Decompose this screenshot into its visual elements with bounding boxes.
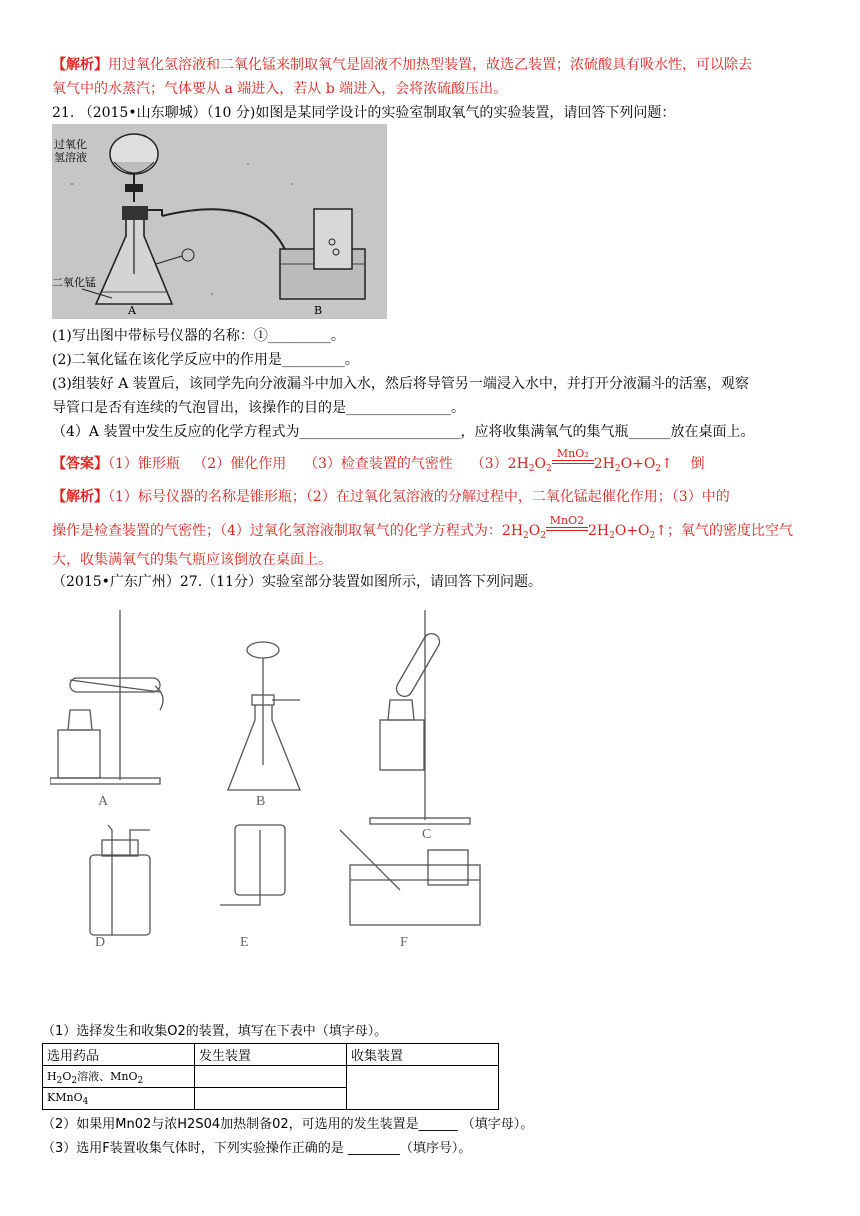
q21-sub1: (1)写出图中带标号仪器的名称：①_________。 [52, 328, 345, 344]
table-cell-collector[interactable] [347, 1066, 499, 1110]
q21-answer: 【答案】（1）锥形瓶 （2）催化作用 （3）检查装置的气密性 $(3)2H_2O_2$ MnO₂ $2H_2O+O_2↑$ 倒 [52, 447, 705, 474]
analysis-tag-2: 【解析】 [52, 489, 108, 505]
q27-sub2: （2）如果用Mn02与浓H2S04加热制备02，可选用的发生装置是______ （填字母）。 [42, 1117, 534, 1132]
table-cell-generator[interactable] [195, 1088, 347, 1110]
label-B: B [314, 304, 323, 317]
q27-sub3: （3）选用F装置收集气体时，下列实验操作正确的是 ________（填序号）。 [42, 1141, 472, 1156]
table-row [43, 1066, 499, 1088]
q21-analysis-line2: 操作是检查装置的气密性；（4）过氧化氢溶液制取氧气的化学方程式为：$2H_2O_2$ MnO2 $2H_2O+O_2↑$；氧气的密度比空气 [52, 514, 793, 541]
table-cell-generator[interactable] [195, 1066, 347, 1088]
label-peroxide-solution: 过氧化氢溶液 [54, 138, 87, 164]
table-header-cell: 选用药品 [43, 1044, 195, 1066]
q21-analysis-line3: 大，收集满氧气的集气瓶应该倒放在桌面上。 [52, 552, 332, 568]
analysis-prev-line1: 【解析】用过氧化氢溶液和二氧化锰来制取氧气是固液不加热型装置，故选乙装置；浓硫酸具有吸水性，可以除去 [52, 57, 752, 73]
answer-equation: $2H_2O_2$ MnO₂ $2H_2O+O_2↑$ [507, 447, 673, 474]
q21-sub2: (2)二氧化锰在该化学反应中的作用是_________。 [52, 352, 359, 368]
table-cell-reagent: $H_2O_2$溶液、MnO$_2$ [43, 1066, 195, 1088]
q21-sub3a: (3)组装好 A 装置后，该同学先向分液漏斗中加入水，然后将导管另一端浸入水中，并打开分液漏斗的活塞，观察 [52, 376, 749, 392]
table-header-cell: 收集装置 [347, 1044, 499, 1066]
label-q27-B: B [256, 794, 266, 809]
q27-header: （2015•广东广州）27.（11分）实验室部分装置如图所示，请回答下列问题。 [52, 574, 542, 590]
q21-sub3b: 导管口是否有连续的气泡冒出，该操作的目的是_______________。 [52, 400, 465, 416]
label-q27-D: D [95, 935, 106, 950]
label-q27-A: A [98, 794, 109, 809]
q21-figure [52, 124, 387, 319]
q27-sub1: （1）选择发生和收集O2的装置，填写在下表中（填字母）。 [42, 1024, 388, 1039]
equation-condition: MnO₂ [552, 455, 594, 464]
q21-apparatus-drawing [52, 124, 387, 319]
q27-figure [50, 600, 500, 950]
q21-sub4: （4）A 装置中发生反应的化学方程式为_______________________，应将收集满氧气的集气瓶______放在桌面上。 [52, 424, 755, 440]
label-mno2: 二氧化锰 [52, 276, 96, 289]
table-header-row [43, 1044, 499, 1066]
table-header-cell: 发生装置 [195, 1044, 347, 1066]
analysis-tag: 【解析】 [52, 57, 108, 73]
q21-analysis-line1: 【解析】（1）标号仪器的名称是锥形瓶；（2）在过氧化氢溶液的分解过程中，二氧化锰起催化作用；（3）中的 [52, 489, 730, 505]
label-q27-C: C [422, 827, 432, 842]
label-q27-F: F [400, 935, 408, 950]
selection-table [42, 1043, 499, 1110]
q21-header: 21. （2015•山东聊城）（10 分)如图是某同学设计的实验室制取氧气的实验装置，请回答下列问题： [52, 105, 676, 121]
analysis-prev-line2: 氧气中的水蒸汽；气体要从 a 端进入，若从 b 端进入，会将浓硫酸压出。 [52, 81, 508, 97]
answer-tag: 【答案】 [52, 456, 108, 472]
label-A: A [128, 304, 136, 317]
equation-condition-2: MnO2 [546, 522, 588, 531]
label-q27-E: E [240, 935, 249, 950]
table-cell-reagent: KMnO$_4$ [43, 1088, 195, 1110]
q27-apparatus-drawing [50, 600, 500, 950]
